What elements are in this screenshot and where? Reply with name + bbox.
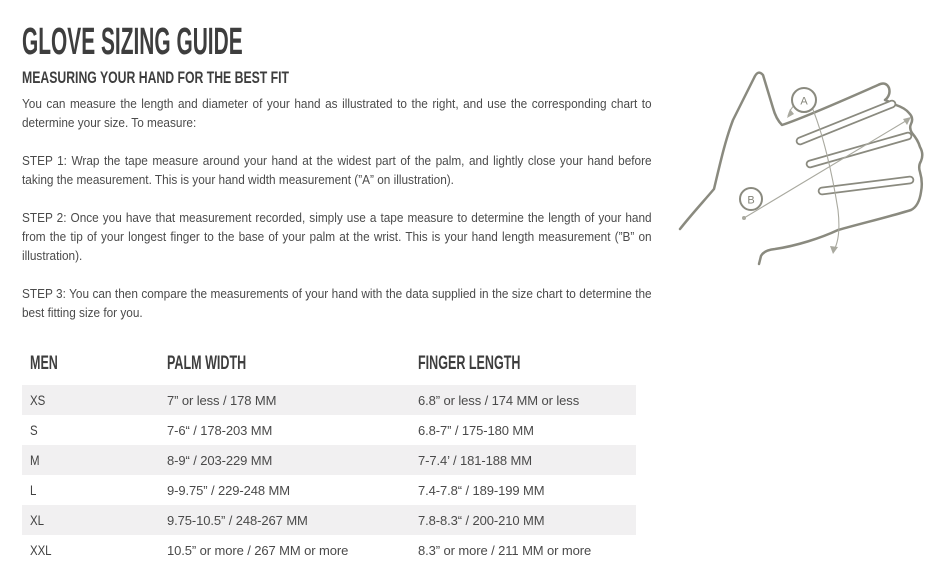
table-row-xxl (22, 535, 636, 565)
palm-width-value: 7-6“ / 178-203 MM (167, 422, 273, 438)
hand-diagram-svg (678, 58, 938, 270)
section-subtitle-text: MEASURING YOUR HAND FOR THE BEST FIT (22, 68, 290, 87)
finger-length-value: 7-7.4’ / 181-188 MM (418, 452, 532, 468)
finger-length-value: 7.4-7.8“ / 189-199 MM (418, 482, 545, 498)
intro-paragraph: You can measure the length and diameter of your hand as illustrated to the right, and use the corresponding chart to determine your size. To measure: (22, 97, 652, 130)
header-finger-length: FINGER LENGTH (418, 352, 521, 374)
table-row-xl (22, 505, 636, 535)
finger-length-value: 8.3” or more / 211 MM or more (418, 542, 592, 558)
finger-length-value: 6.8-7” / 175-180 MM (418, 422, 534, 438)
table-row-l (22, 475, 636, 505)
palm-width-value: 9.75-10.5” / 248-267 MM (167, 512, 308, 528)
label-b-text: B (747, 194, 755, 207)
step-3-paragraph: STEP 3: You can then compare the measurements of your hand with the data supplied in the size chart to determine the best fitting size for you. (22, 287, 652, 320)
page-title (22, 22, 654, 62)
line-b-start-dot (742, 216, 746, 220)
step-2-paragraph: STEP 2: Once you have that measurement recorded, simply use a tape measure to determine the length of your hand from the tip of your longest finger to the base of your palm at the wrist. This is your hand length measurement (”B” on illustration). (22, 211, 652, 263)
palm-width-value: 8-9“ / 203-229 MM (167, 452, 273, 468)
size-chart (22, 342, 636, 565)
palm-width-value: 10.5” or more / 267 MM or more (167, 542, 349, 558)
size-label: S (30, 422, 38, 438)
label-a-badge (792, 88, 816, 112)
size-label: XS (30, 392, 46, 408)
size-label: M (30, 452, 40, 468)
main-content (22, 22, 654, 565)
step-1-paragraph: STEP 1: Wrap the tape measure around your hand at the widest part of the palm, and lightly close your hand before taking the measurement. This is your hand width measurement (”A” on illustration). (22, 154, 652, 187)
arrowhead-a-bottom (830, 246, 838, 254)
arrowhead-a-top (787, 109, 794, 118)
table-row-s (22, 415, 636, 445)
section-subtitle (22, 68, 654, 88)
finger-gap-slots (800, 104, 910, 191)
palm-width-value: 7” or less / 178 MM (167, 392, 277, 408)
hand-illustration (678, 58, 938, 270)
size-label: L (30, 482, 37, 498)
label-a-text: A (800, 95, 808, 108)
finger-length-value: 6.8” or less / 174 MM or less (418, 392, 580, 408)
size-label: XXL (30, 542, 52, 558)
header-palm-width: PALM WIDTH (167, 352, 247, 374)
header-men: MEN (30, 352, 58, 374)
size-chart-header (22, 342, 636, 385)
palm-width-value: 9-9.75” / 229-248 MM (167, 482, 291, 498)
label-b-badge (740, 188, 762, 210)
finger-length-value: 7.8-8.3“ / 200-210 MM (418, 512, 545, 528)
size-label: XL (30, 512, 44, 528)
page-title-text: GLOVE SIZING GUIDE (22, 21, 243, 63)
table-row-m (22, 445, 636, 475)
table-row-xs (22, 385, 636, 415)
